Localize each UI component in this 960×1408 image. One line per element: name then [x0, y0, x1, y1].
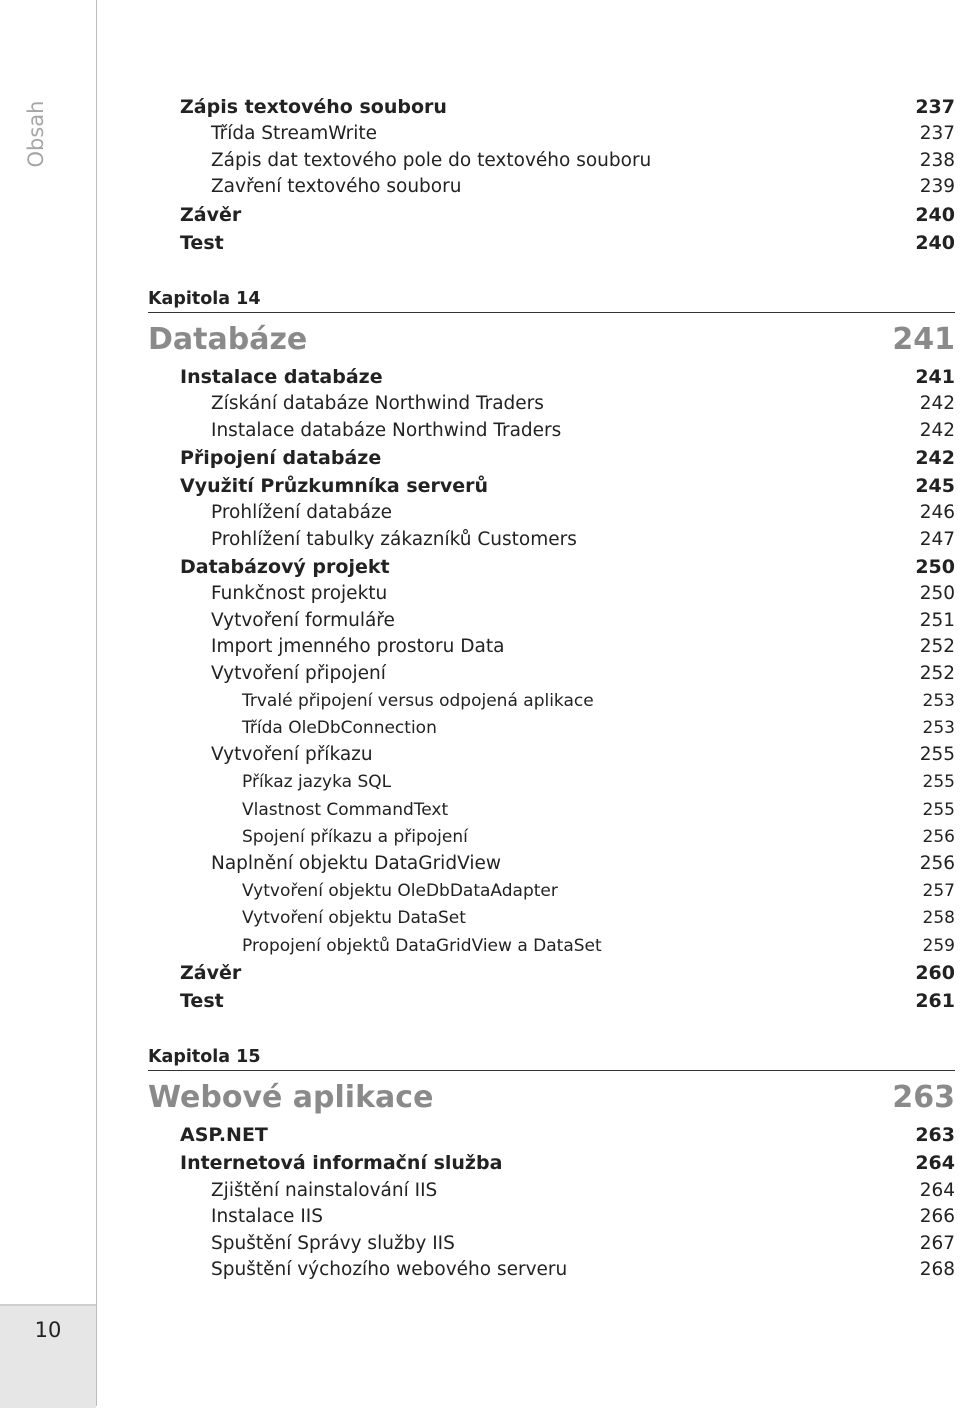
- toc-entry-page: 242: [919, 393, 955, 414]
- toc-entry-title: Závěr: [180, 962, 242, 984]
- toc-entry-page: 267: [919, 1233, 955, 1254]
- toc-entry-page: 238: [919, 150, 955, 171]
- toc-entry-page: 260: [915, 962, 955, 984]
- toc-entry-page: 256: [919, 853, 955, 874]
- toc-entry-page: 250: [915, 556, 955, 578]
- toc-entry-page: 237: [915, 96, 955, 118]
- toc-entry-page: 247: [919, 529, 955, 550]
- toc-entry[interactable]: [211, 633, 955, 660]
- toc-entry-page: 240: [915, 232, 955, 254]
- toc-entry-page: 252: [919, 636, 955, 657]
- section-label: Obsah: [24, 100, 48, 168]
- toc-entry-page: 252: [919, 663, 955, 684]
- toc-entry-title: Zavření textového souboru: [211, 176, 462, 197]
- chapter-divider: [148, 312, 955, 313]
- toc-entry[interactable]: [242, 877, 955, 904]
- toc-entry[interactable]: [211, 607, 955, 634]
- toc-entry-title: Instalace databáze Northwind Traders: [211, 420, 562, 441]
- chapter-title: Databáze: [148, 321, 308, 357]
- toc-entry[interactable]: [180, 1149, 955, 1177]
- toc-entry[interactable]: [211, 526, 955, 553]
- toc-entry[interactable]: [211, 417, 955, 444]
- toc-entry-title: Získání databáze Northwind Traders: [211, 393, 544, 414]
- chapter-label: Kapitola 14: [148, 289, 261, 309]
- toc-entry[interactable]: [180, 1121, 955, 1149]
- toc-entry[interactable]: [180, 444, 955, 472]
- toc-entry[interactable]: [211, 1203, 955, 1230]
- toc-entry-title: Trvalé připojení versus odpojená aplikace: [242, 690, 594, 711]
- toc-entry[interactable]: [242, 768, 955, 795]
- toc-entry-title: Zápis textového souboru: [180, 96, 447, 118]
- toc-entry-page: 264: [915, 1152, 955, 1174]
- toc-entry-title: Internetová informační služba: [180, 1152, 503, 1174]
- toc-entry[interactable]: [242, 932, 955, 959]
- toc-entry-title: Test: [180, 990, 224, 1012]
- toc-entry[interactable]: [211, 1177, 955, 1204]
- toc-entry-title: Naplnění objektu DataGridView: [211, 853, 501, 874]
- toc-entry[interactable]: [180, 553, 955, 581]
- toc-entry[interactable]: [180, 987, 955, 1015]
- toc-entry[interactable]: [180, 229, 955, 257]
- toc-entry[interactable]: [211, 147, 955, 174]
- toc-entry[interactable]: [211, 660, 955, 687]
- toc-entry-title: Vlastnost CommandText: [242, 799, 449, 820]
- chapter-heading[interactable]: [148, 318, 955, 360]
- chapter-heading[interactable]: [148, 1076, 955, 1118]
- toc-entry[interactable]: [242, 823, 955, 850]
- toc-entry-title: Zápis dat textového pole do textového souboru: [211, 150, 652, 171]
- toc-entry-page: 242: [915, 447, 955, 469]
- toc-entry[interactable]: [242, 796, 955, 823]
- toc-entry-title: Test: [180, 232, 224, 254]
- page-number: 10: [34, 1318, 62, 1342]
- toc-entry-title: Spuštění výchozího webového serveru: [211, 1259, 568, 1280]
- toc-entry-title: Spojení příkazu a připojení: [242, 826, 468, 847]
- toc-entry[interactable]: [211, 173, 955, 200]
- toc-entry-page: 250: [919, 583, 955, 604]
- toc-entry-page: 237: [919, 123, 955, 144]
- toc-entry-page: 255: [922, 799, 955, 820]
- toc-entry-title: Spuštění Správy služby IIS: [211, 1233, 455, 1254]
- toc-entry-title: Import jmenného prostoru Data: [211, 636, 505, 657]
- toc-entry-page: 266: [919, 1206, 955, 1227]
- toc-entry-title: Zjištění nainstalování IIS: [211, 1180, 438, 1201]
- toc-entry-page: 239: [919, 176, 955, 197]
- toc-entry-page: 253: [922, 690, 955, 711]
- toc-entry-page: 258: [922, 907, 955, 928]
- toc-entry-title: Třída OleDbConnection: [242, 717, 437, 738]
- toc-entry-page: 251: [919, 610, 955, 631]
- toc-entry[interactable]: [242, 687, 955, 714]
- toc-entry-title: Funkčnost projektu: [211, 583, 388, 604]
- toc-entry-page: 259: [922, 935, 955, 956]
- toc-entry-title: Propojení objektů DataGridView a DataSet: [242, 935, 602, 956]
- toc-entry-title: Využití Průzkumníka serverů: [180, 475, 489, 497]
- toc-entry-page: 264: [919, 1180, 955, 1201]
- toc-entry-page: 255: [922, 771, 955, 792]
- toc-entry[interactable]: [211, 120, 955, 147]
- chapter-page: 263: [892, 1079, 955, 1115]
- toc-entry[interactable]: [180, 93, 955, 121]
- toc-entry-title: Databázový projekt: [180, 556, 390, 578]
- toc-entry-title: ASP.NET: [180, 1124, 268, 1146]
- toc-entry[interactable]: [180, 201, 955, 229]
- toc-entry-title: Prohlížení databáze: [211, 502, 393, 523]
- toc-entry[interactable]: [211, 580, 955, 607]
- chapter-title: Webové aplikace: [148, 1079, 434, 1115]
- toc-entry-page: 246: [919, 502, 955, 523]
- toc-entry-title: Třída StreamWrite: [211, 123, 378, 144]
- sidebar-divider: [96, 0, 97, 1406]
- toc-entry-page: 253: [922, 717, 955, 738]
- toc-entry-page: 245: [915, 475, 955, 497]
- toc-entry-page: 261: [915, 990, 955, 1012]
- toc-entry[interactable]: [242, 904, 955, 931]
- toc-entry-title: Instalace databáze: [180, 366, 383, 388]
- toc-entry-title: Připojení databáze: [180, 447, 382, 469]
- toc-entry-title: Vytvoření připojení: [211, 663, 386, 684]
- toc-entry-page: 263: [915, 1124, 955, 1146]
- toc-entry-title: Vytvoření objektu DataSet: [242, 907, 466, 928]
- toc-entry-page: 242: [919, 420, 955, 441]
- chapter-page: 241: [892, 321, 955, 357]
- toc-entry-page: 241: [915, 366, 955, 388]
- toc-entry[interactable]: [211, 850, 955, 877]
- toc-entry-title: Prohlížení tabulky zákazníků Customers: [211, 529, 577, 550]
- chapter-label: Kapitola 15: [148, 1047, 261, 1067]
- toc-entry-title: Vytvoření formuláře: [211, 610, 395, 631]
- toc-entry-page: 240: [915, 204, 955, 226]
- toc-entry-page: 255: [919, 744, 955, 765]
- toc-entry[interactable]: [211, 1230, 955, 1257]
- chapter-divider: [148, 1070, 955, 1071]
- toc-entry-page: 256: [922, 826, 955, 847]
- toc-entry[interactable]: [180, 472, 955, 500]
- toc-entry[interactable]: [242, 714, 955, 741]
- toc-entry-page: 268: [919, 1259, 955, 1280]
- toc-entry[interactable]: [211, 1256, 955, 1283]
- toc-entry-title: Instalace IIS: [211, 1206, 323, 1227]
- toc-entry-title: Vytvoření objektu OleDbDataAdapter: [242, 880, 558, 901]
- toc-entry[interactable]: [211, 741, 955, 768]
- toc-entry-title: Příkaz jazyka SQL: [242, 771, 392, 792]
- toc-entry-title: Vytvoření příkazu: [211, 744, 373, 765]
- toc-entry[interactable]: [180, 959, 955, 987]
- toc-entry[interactable]: [211, 499, 955, 526]
- toc-entry-title: Závěr: [180, 204, 242, 226]
- toc-entry[interactable]: [211, 390, 955, 417]
- toc-entry[interactable]: [180, 363, 955, 391]
- toc-entry-page: 257: [922, 880, 955, 901]
